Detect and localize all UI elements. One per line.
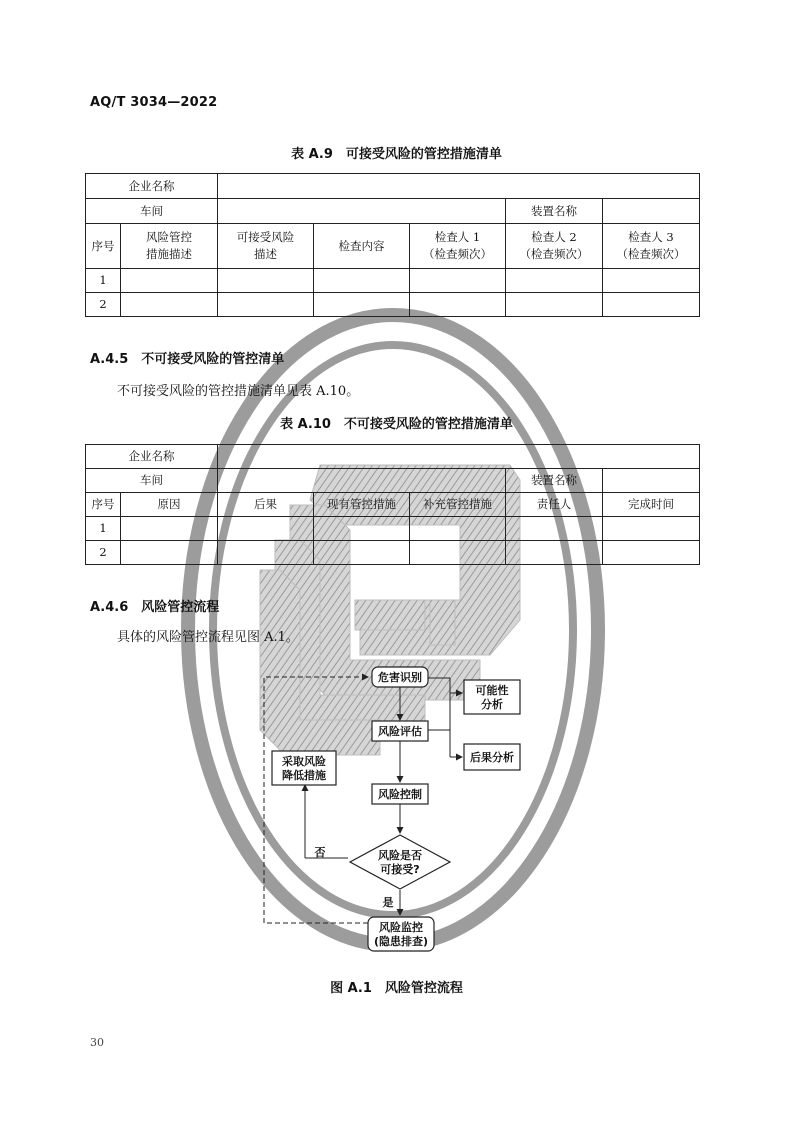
node-mitigate-line1: 采取风险 bbox=[282, 755, 326, 768]
col-header-cause: 原因 bbox=[121, 493, 218, 517]
workshop-value[interactable] bbox=[218, 469, 506, 493]
label-no: 否 bbox=[314, 846, 326, 859]
table-row: 1 bbox=[86, 517, 700, 541]
workshop-value[interactable] bbox=[218, 199, 506, 224]
node-monitor-line1: 风险监控 bbox=[379, 921, 423, 934]
enterprise-value[interactable] bbox=[218, 174, 700, 199]
col-header-existing: 现有管控措施 bbox=[314, 493, 410, 517]
device-value[interactable] bbox=[603, 469, 700, 493]
col-header-inspector1: 检查人 1 （检查频次） bbox=[410, 224, 506, 269]
table-a10-caption: 表 A.10 不可接受风险的管控措施清单 bbox=[280, 417, 513, 432]
page-number: 30 bbox=[90, 1036, 104, 1049]
document-code: AQ/T 3034—2022 bbox=[90, 95, 218, 110]
table-a9-caption: 表 A.9 可接受风险的管控措施清单 bbox=[291, 147, 502, 162]
col-header-inspector2: 检查人 2 （检查频次） bbox=[506, 224, 603, 269]
col-header-index: 序号 bbox=[86, 493, 121, 517]
col-header-inspector3: 检查人 3 （检查频次） bbox=[603, 224, 700, 269]
col-header-content: 检查内容 bbox=[314, 224, 410, 269]
table-row: 2 bbox=[86, 541, 700, 565]
device-label: 装置名称 bbox=[506, 199, 603, 224]
node-consequence: 后果分析 bbox=[470, 751, 514, 764]
table-row: 2 bbox=[86, 293, 700, 317]
col-header-responsible: 责任人 bbox=[506, 493, 603, 517]
section-a46-title: A.4.6 风险管控流程 bbox=[90, 600, 220, 615]
label-yes: 是 bbox=[382, 896, 394, 909]
node-hazard-identification: 危害识别 bbox=[378, 671, 422, 684]
workshop-label: 车间 bbox=[86, 199, 218, 224]
enterprise-label: 企业名称 bbox=[86, 174, 218, 199]
col-header-acceptable: 可接受风险 描述 bbox=[218, 224, 314, 269]
col-header-supplementary: 补充管控措施 bbox=[410, 493, 506, 517]
node-decision-line2: 可接受? bbox=[380, 863, 420, 876]
enterprise-value[interactable] bbox=[218, 445, 700, 469]
enterprise-label: 企业名称 bbox=[86, 445, 218, 469]
node-monitor-line2: (隐患排查) bbox=[373, 935, 429, 948]
col-header-consequence: 后果 bbox=[218, 493, 314, 517]
table-row: 1 bbox=[86, 269, 700, 293]
table-a10 bbox=[85, 444, 700, 565]
workshop-label: 车间 bbox=[86, 469, 218, 493]
node-possibility-line2: 分析 bbox=[481, 698, 503, 711]
figure-caption: 图 A.1 风险管控流程 bbox=[330, 981, 463, 996]
device-value[interactable] bbox=[603, 199, 700, 224]
risk-flowchart bbox=[250, 660, 550, 960]
node-possibility-line1: 可能性 bbox=[475, 684, 509, 697]
table-a9 bbox=[85, 173, 700, 317]
section-a45-title: A.4.5 不可接受风险的管控清单 bbox=[90, 352, 285, 367]
col-header-measure: 风险管控 措施描述 bbox=[121, 224, 218, 269]
col-header-index: 序号 bbox=[86, 224, 121, 269]
section-a45-text: 不可接受风险的管控措施清单见表 A.10。 bbox=[117, 384, 360, 399]
node-decision-line1: 风险是否 bbox=[378, 849, 422, 862]
node-mitigate-line2: 降低措施 bbox=[282, 769, 326, 782]
device-label: 装置名称 bbox=[506, 469, 603, 493]
node-risk-assessment: 风险评估 bbox=[378, 725, 422, 738]
col-header-completion: 完成时间 bbox=[603, 493, 700, 517]
node-risk-control: 风险控制 bbox=[378, 788, 422, 801]
section-a46-text: 具体的风险管控流程见图 A.1。 bbox=[117, 630, 299, 645]
